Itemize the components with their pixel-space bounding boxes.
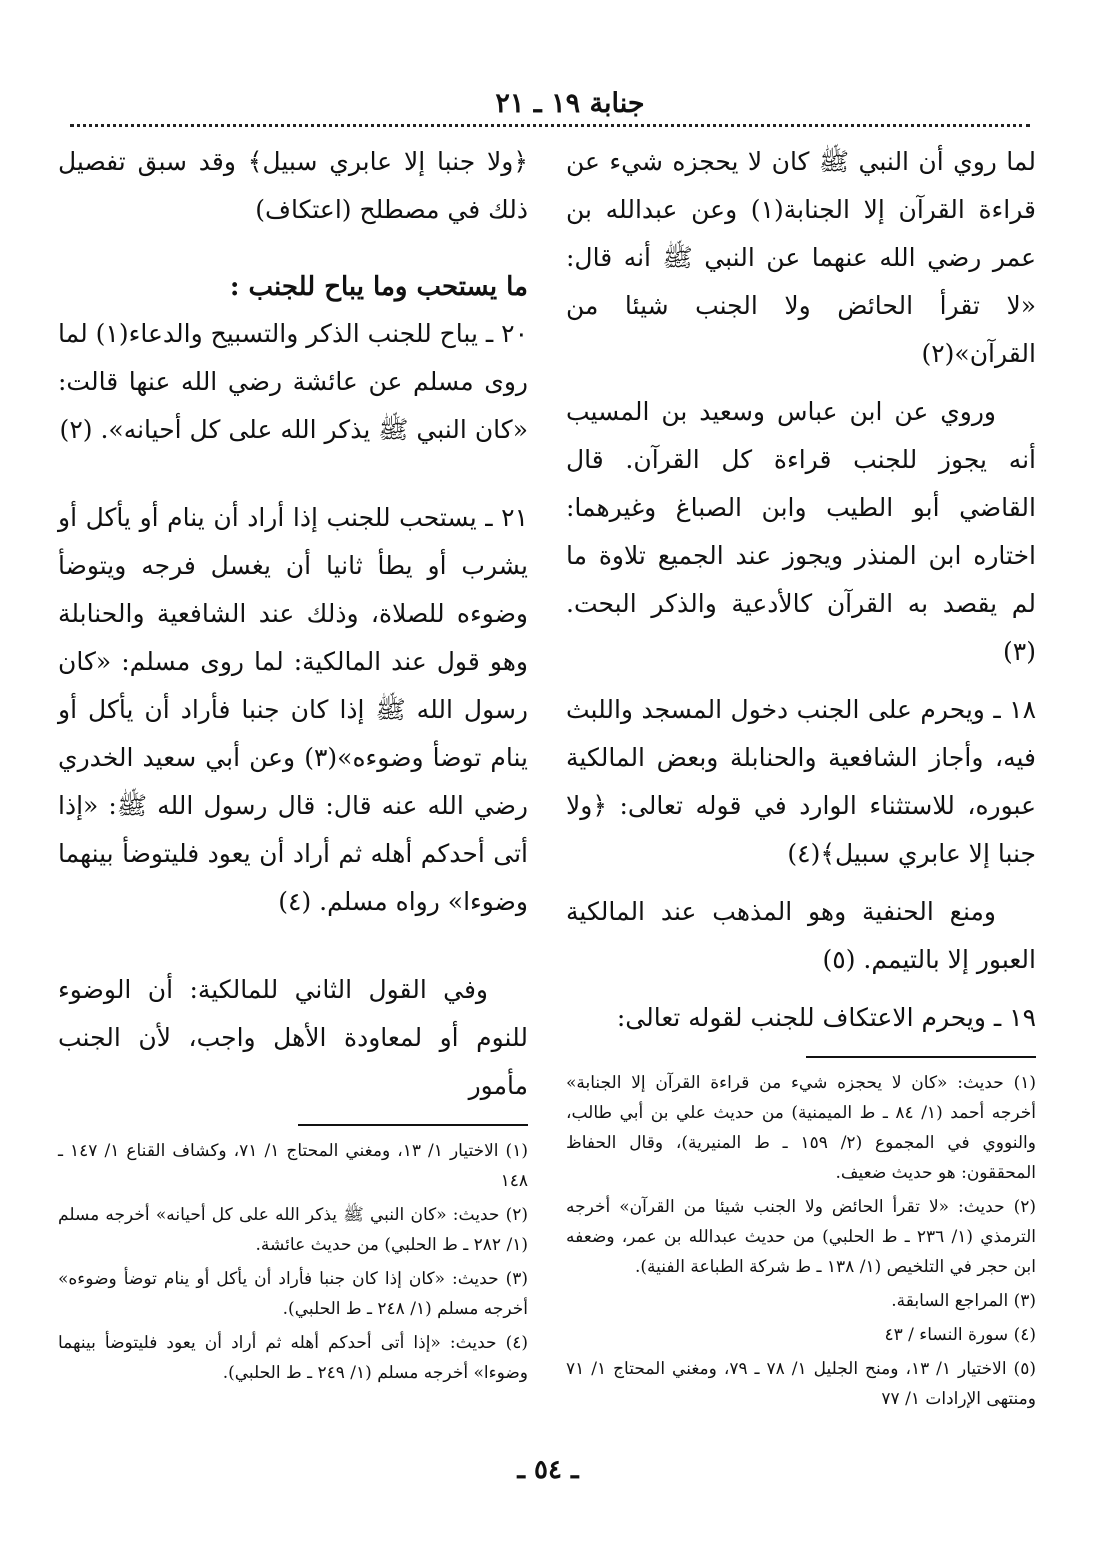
- section-heading: ما يستحب وما يباح للجنب :: [229, 272, 528, 302]
- paragraph: وروي عن ابن عباس وسعيد بن المسيب أنه يجوز للجنب قراءة كل القرآن. قال القاضي أبو الطيب وابن الصباغ وغيرهما: اختاره ابن المنذر ويجوز عند الجميع تلاوة ما لم يقصد به القرآن كالأدعية والذكر البحت. (٣): [566, 397, 1036, 666]
- footnote-divider: [806, 1056, 1036, 1058]
- footnote: (٢) حديث: «لا تقرأ الحائض ولا الجنب شيئا من القرآن» أخرجه الترمذي (١/ ٢٣٦ ـ ط الحلبي) من حديث عبدالله بن عمر، وضعفه ابن حجر في التلخيص (١/ ١٣٨ ـ ط شركة الطباعة الفنية).: [566, 1197, 1036, 1277]
- footnote-divider: [298, 1124, 528, 1126]
- paragraph: ومنع الحنفية وهو المذهب عند المالكية العبور إلا بالتيمم. (٥): [566, 897, 1036, 974]
- paragraph: ﴿ولا جنبا إلا عابري سبيل﴾ وقد سبق تفصيل ذلك في مصطلح (اعتكاف): [58, 147, 528, 224]
- paragraph: لما روي أن النبي ﷺ كان لا يحجزه شيء عن قراءة القرآن إلا الجنابة(١) وعن عبدالله بن عمر رضي الله عنهما عن النبي ﷺ أنه قال: «لا تقرأ الحائض ولا الجنب شيئا من القرآن»(٢): [566, 147, 1036, 368]
- footnote: (١) الاختيار ١/ ١٣، ومغني المحتاج ١/ ٧١، وكشاف القناع ١/ ١٤٧ ـ ١٤٨: [58, 1141, 528, 1191]
- spacer: [58, 936, 528, 966]
- paragraph: ١٩ ـ ويحرم الاعتكاف للجنب لقوله تعالى:: [616, 1003, 1036, 1032]
- page-title: جنابة ١٩ ـ ٢١: [495, 88, 645, 119]
- page-number: ـ ٥٤ ـ: [517, 1455, 579, 1485]
- paragraph: ١٨ ـ ويحرم على الجنب دخول المسجد واللبث فيه، وأجاز الشافعية والحنابلة وبعض المالكية عبوره، للاستثناء الوارد في قوله تعالى: ﴿ولا جنبا إلا عابري سبيل﴾(٤): [566, 695, 1036, 868]
- paragraph: وفي القول الثاني للمالكية: أن الوضوء للنوم أو لمعاودة الأهل واجب، لأن الجنب مأمور: [58, 975, 528, 1100]
- footnote: (٤) سورة النساء / ٤٣: [884, 1325, 1036, 1345]
- right-column: [566, 138, 1036, 1418]
- footnote: (٢) حديث: «كان النبي ﷺ يذكر الله على كل أحيانه» أخرجه مسلم (١/ ٢٨٢ ـ ط الحلبي) من حديث عائشة.: [58, 1205, 528, 1255]
- paragraph: ٢٠ ـ يباح للجنب الذكر والتسبيح والدعاء(١) لما روى مسلم عن عائشة رضي الله عنها قالت: «كان النبي ﷺ يذكر الله على كل أحيانه». (٢): [58, 319, 529, 444]
- footnote: (٣) المراجع السابقة.: [891, 1291, 1036, 1311]
- footnotes-right: [566, 1068, 1036, 1414]
- footnote: (٤) حديث: «إذا أتى أحدكم أهله ثم أراد أن يعود فليتوضأ بينهما وضوءا» أخرجه مسلم (١/ ٢٤٩ ـ ط الحلبي).: [58, 1333, 528, 1383]
- spacer: [58, 464, 528, 494]
- footnote: (٣) حديث: «كان إذا كان جنبا فأراد أن يأكل أو ينام توضأ وضوءه» أخرجه مسلم (١/ ٢٤٨ ـ ط الحلبي).: [58, 1269, 528, 1319]
- left-column: [58, 138, 528, 1392]
- header-divider: [70, 124, 1030, 127]
- footnotes-left: [58, 1136, 528, 1388]
- footnote: (١) حديث: «كان لا يحجزه شيء من قراءة القرآن إلا الجنابة» أخرجه أحمد (١/ ٨٤ ـ ط الميمنية) من حديث علي بن أبي طالب، والنووي في المجموع (٢/ ١٥٩ ـ ط المنيرية)، وقال الحفاظ المحققون: هو حديث ضعيف.: [566, 1073, 1036, 1183]
- paragraph: ٢١ ـ يستحب للجنب إذا أراد أن ينام أو يأكل أو يشرب أو يطأ ثانيا أن يغسل فرجه ويتوضأ وضوءه للصلاة، وذلك عند الشافعية والحنابلة وهو قول عند المالكية: لما روى مسلم: «كان رسول الله ﷺ إذا كان جنبا فأراد أن يأكل أو ينام توضأ وضوءه»(٣) وعن أبي سعيد الخدري رضي الله عنه قال: قال رسول الله ﷺ: «إذا أتى أحدكم أهله ثم أراد أن يعود فليتوضأ بينهما وضوءا» رواه مسلم. (٤): [58, 503, 528, 916]
- footnote: (٥) الاختيار ١/ ١٣، ومنح الجليل ١/ ٧٨ ـ ٧٩، ومغني المحتاج ١/ ٧١ ومنتهى الإرادات ١/ ٧٧: [566, 1359, 1036, 1409]
